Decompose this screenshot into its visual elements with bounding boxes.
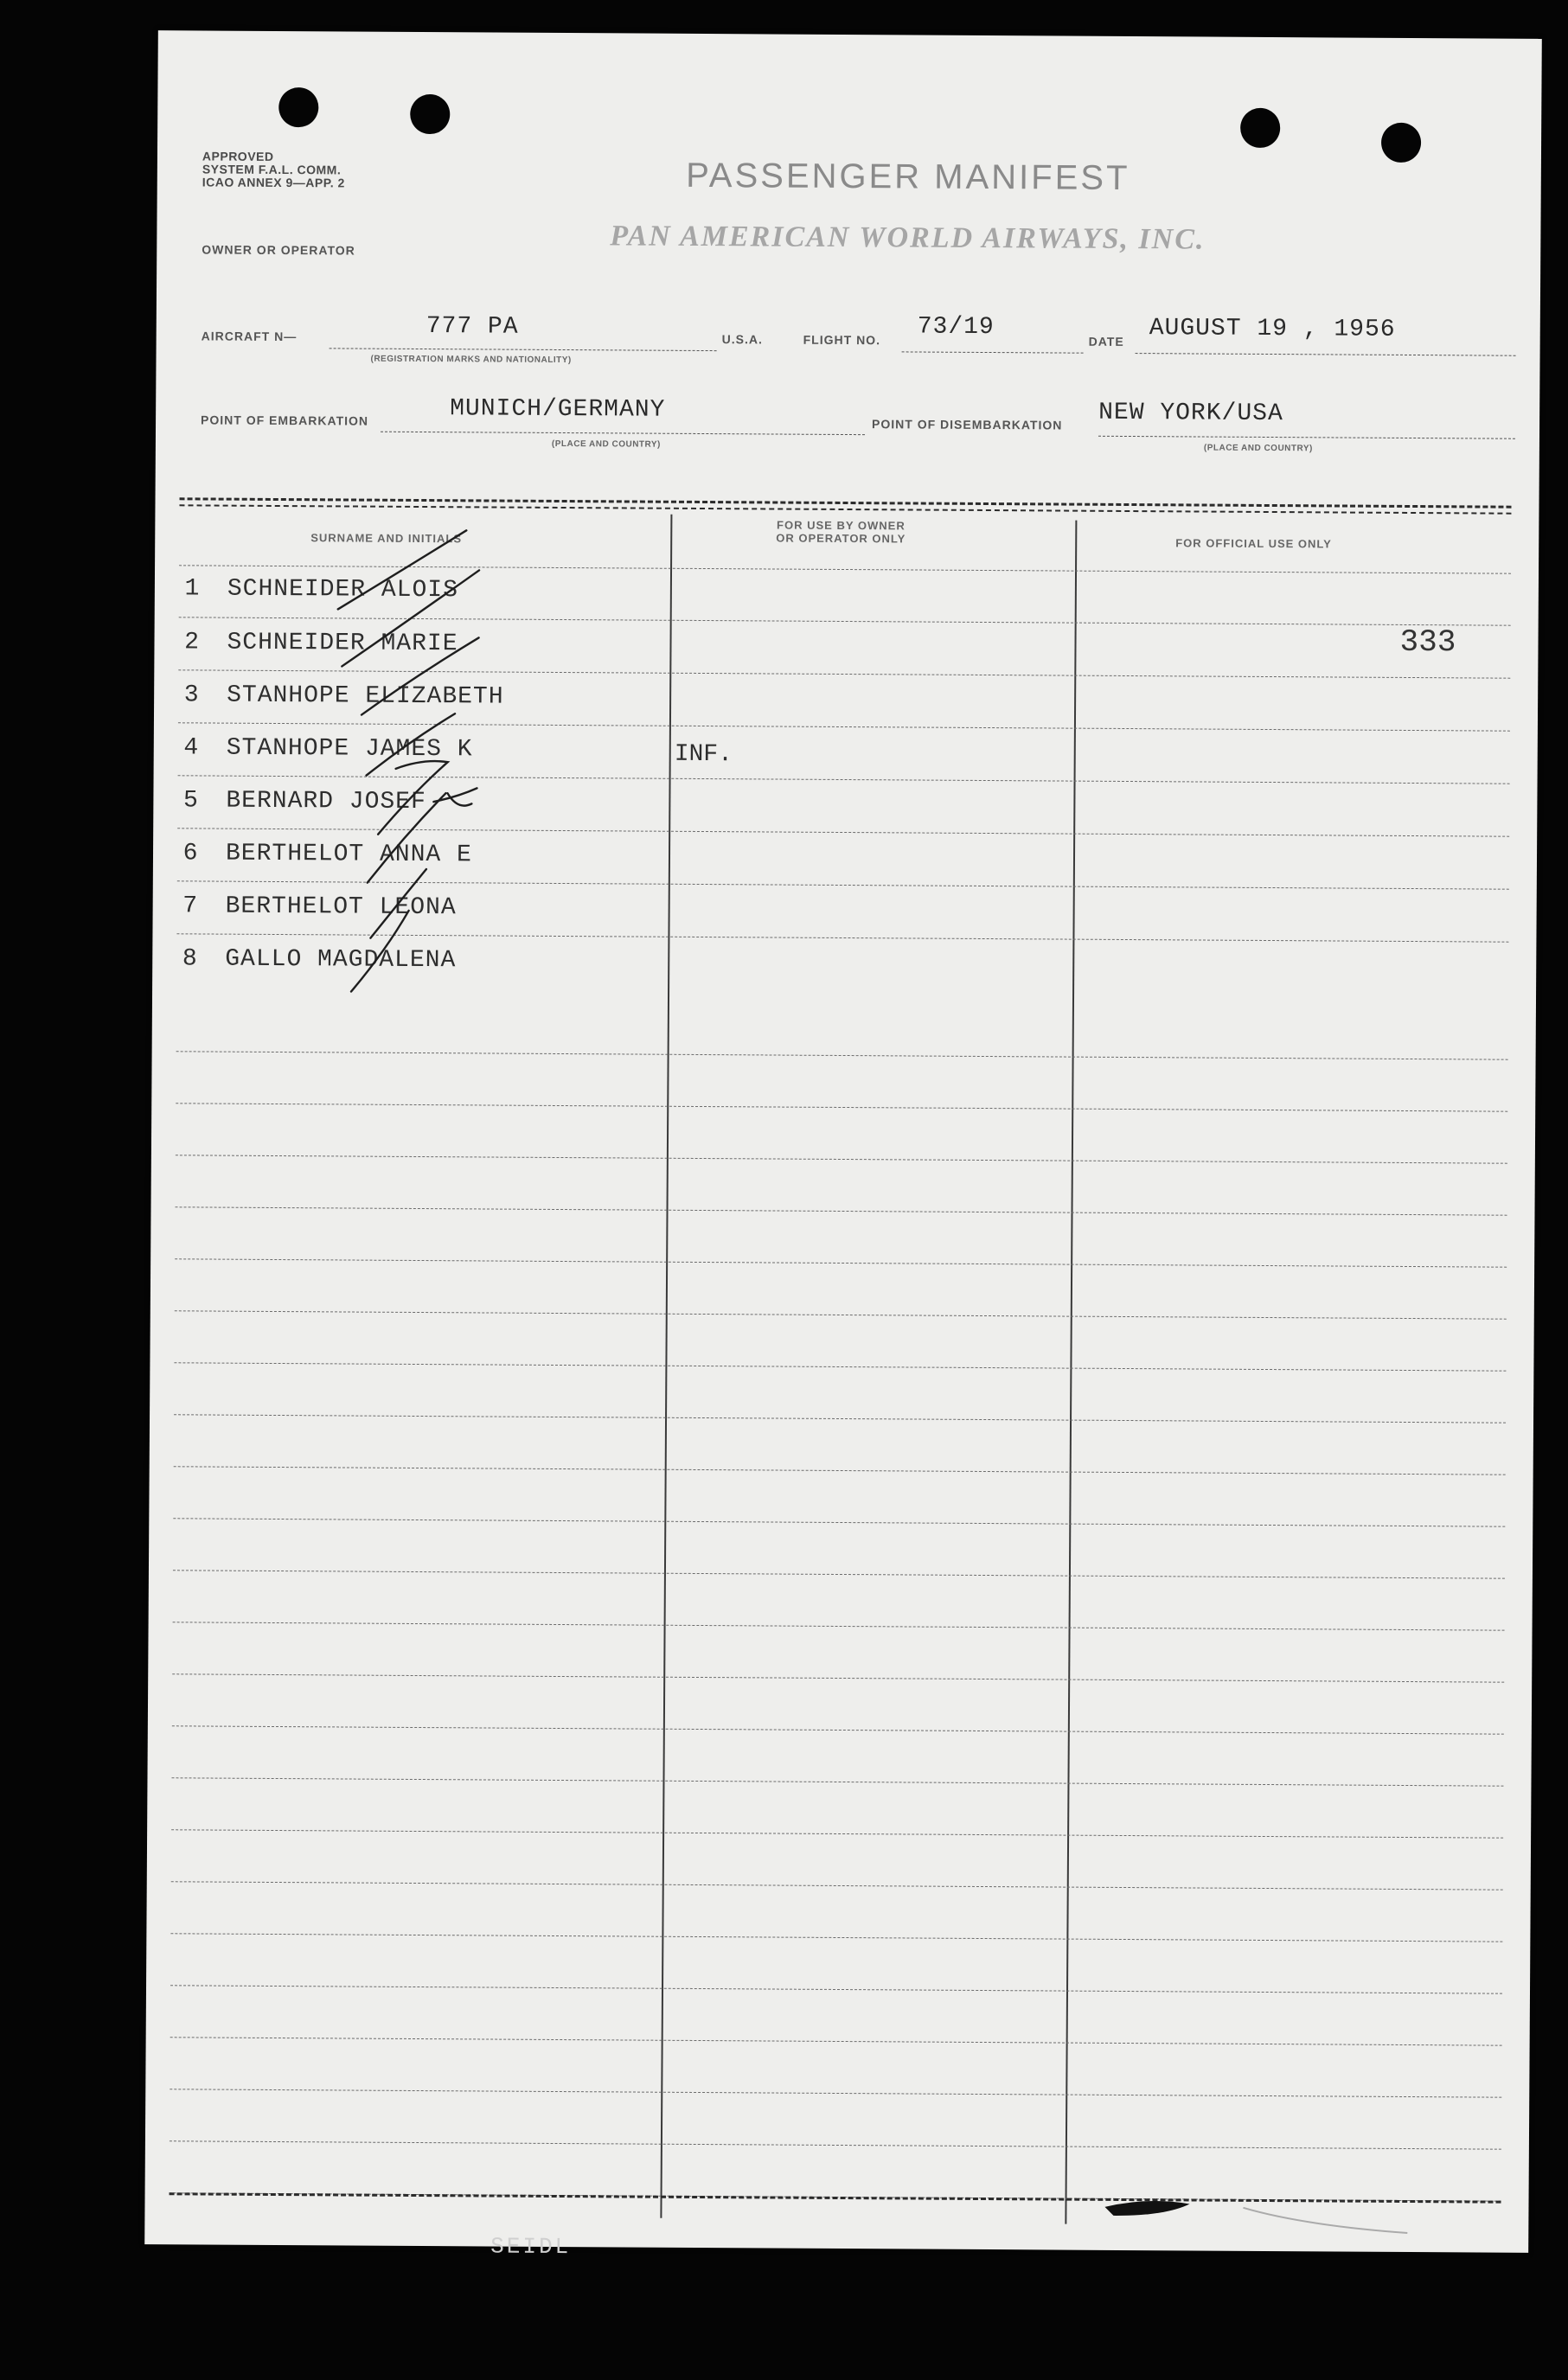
flight-label: FLIGHT NO. — [803, 332, 881, 348]
disembarkation-value: NEW YORK/USA — [1098, 399, 1283, 428]
footer-stamp: SEIDL — [490, 2233, 572, 2261]
row-rule — [171, 1777, 1503, 1786]
row-rule — [174, 1466, 1506, 1475]
row-rule — [176, 1155, 1507, 1163]
passenger-number: 3 — [183, 681, 199, 709]
passenger-name: BERTHELOT LEONA — [225, 892, 457, 922]
row-rule — [170, 2037, 1502, 2045]
passenger-number: 8 — [182, 945, 197, 973]
row-rule — [173, 1622, 1505, 1630]
row-rule — [173, 1518, 1505, 1526]
passenger-number: 2 — [184, 629, 200, 656]
flight-value: 73/19 — [917, 313, 995, 342]
passenger-number: 6 — [182, 840, 198, 867]
row-rule — [174, 1414, 1506, 1423]
manifest-sheet — [144, 30, 1542, 2261]
official-number: 333 — [1399, 624, 1456, 661]
date-label: DATE — [1088, 334, 1124, 349]
row-rule — [171, 1881, 1503, 1890]
date-value: AUGUST 19 , 1956 — [1149, 315, 1396, 343]
row-rule — [175, 1258, 1507, 1267]
embarkation-label: POINT OF EMBARKATION — [201, 413, 369, 428]
row-rule — [176, 1206, 1507, 1215]
row-rule — [176, 1103, 1507, 1111]
embarkation-value: MUNICH/GERMANY — [450, 395, 666, 424]
passenger-number: 7 — [182, 892, 198, 920]
column-header-owner-use: FOR USE BY OWNER OR OPERATOR ONLY — [776, 518, 906, 546]
row-rule — [172, 1725, 1504, 1734]
page-title: PASSENGER MANIFEST — [686, 156, 1130, 198]
row-rule — [171, 1829, 1503, 1838]
row-rule — [170, 2089, 1501, 2097]
row-rule — [170, 1985, 1502, 1993]
ink-smudge — [1078, 2172, 1425, 2252]
row-rule — [175, 1310, 1507, 1319]
embarkation-caption: (PLACE AND COUNTRY) — [551, 438, 661, 450]
aircraft-caption: (REGISTRATION MARKS AND NATIONALITY) — [370, 354, 572, 366]
approval-note: APPROVED SYSTEM F.A.L. COMM. ICAO ANNEX 9—APP. 2 — [202, 149, 345, 190]
passenger-name: BERTHELOT ANNA E — [225, 840, 472, 869]
column-header-surname: SURNAME AND INITIALS — [310, 531, 463, 546]
country-label: U.S.A. — [721, 332, 763, 347]
row-rule — [170, 2140, 1501, 2149]
passenger-number: 4 — [183, 734, 199, 762]
passenger-name: SCHNEIDER MARIE — [227, 629, 458, 658]
operator-name: PAN AMERICAN WORLD AIRWAYS, INC. — [610, 220, 1206, 256]
passenger-name: BERNARD JOSEF — [226, 787, 426, 816]
row-rule — [170, 1933, 1502, 1942]
passenger-name: GALLO MAGDALENA — [225, 945, 457, 975]
passenger-name: SCHNEIDER ALOIS — [227, 575, 459, 605]
passenger-number: 5 — [182, 787, 198, 815]
row-rule — [172, 1673, 1504, 1682]
owner-note: INF. — [674, 740, 733, 769]
row-rule — [173, 1570, 1505, 1578]
row-rule — [174, 1362, 1506, 1371]
passenger-number: 1 — [184, 575, 200, 603]
disembarkation-caption: (PLACE AND COUNTRY) — [1203, 443, 1313, 454]
aircraft-label: AIRCRAFT N— — [201, 329, 298, 344]
passenger-name: STANHOPE ELIZABETH — [227, 681, 504, 711]
handwritten-check-marks — [152, 30, 1542, 1077]
column-header-official-use: FOR OFFICIAL USE ONLY — [1175, 536, 1332, 551]
disembarkation-label: POINT OF DISEMBARKATION — [872, 417, 1063, 432]
owner-label: OWNER OR OPERATOR — [202, 242, 355, 258]
passenger-name: STANHOPE JAMES K — [226, 734, 473, 764]
aircraft-value: 777 PA — [426, 313, 519, 341]
